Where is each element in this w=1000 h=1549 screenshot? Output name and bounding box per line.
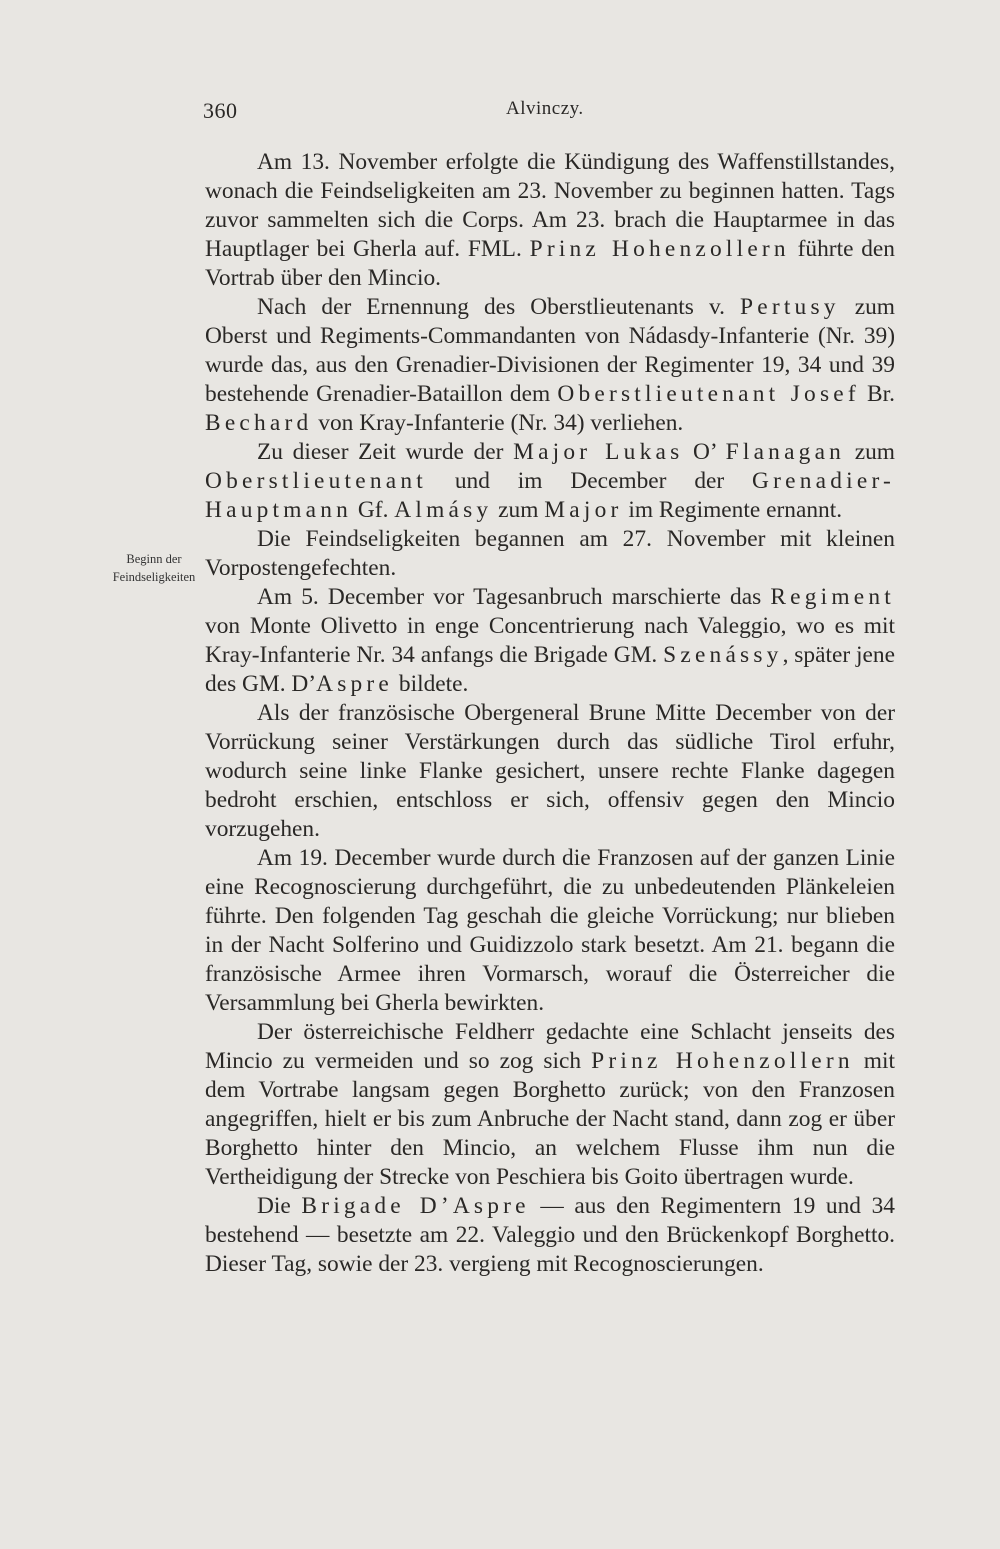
spaced-text: Oberstlieutenant Josef — [557, 381, 860, 407]
paragraph — [205, 844, 895, 1018]
text-run: , später jene des GM. D’ — [205, 642, 895, 697]
text-run: Die — [257, 1193, 302, 1219]
spaced-text: Grenadier-Hauptmann — [205, 468, 895, 523]
text-run: Zu dieser Zeit wurde der — [257, 439, 514, 465]
spaced-text: Prinz Hohenzollern — [529, 236, 790, 262]
marginal-note-line: Beginn der — [126, 552, 182, 566]
paragraph — [205, 583, 895, 699]
text-run: und im December der — [426, 468, 753, 494]
spaced-text: Major — [544, 497, 623, 523]
text-run: bildete. — [393, 671, 469, 697]
text-run: zum Oberst und Regiments-Commandanten von Nádasdy-Infanterie (Nr. 39) wurde das, aus den Grenadier-Divisionen der Regimenter 19, 34 und 39 bestehende Grenadier-Bataillon dem — [205, 294, 896, 407]
text-run: Am 19. December wurde durch die Franzosen auf der ganzen Linie eine Recognoscierung durchgeführt, die zu unbedeutenden Plänkeleien führte. Den folgenden Tag geschah die gleiche Vorrückung; nur blieben in der Nacht Solferino und Guidizzolo stark besetzt. Am 21. begann die französische Armee ihren Vormarsch, worauf die Österreicher die Versammlung bei Gherla bewirkten. — [205, 845, 895, 1016]
page-number: 360 — [203, 98, 238, 123]
text-run: Die Feindseligkeiten begannen am 27. November mit kleinen Vorpostengefechten. — [205, 526, 895, 581]
text-run: Gf. — [352, 497, 395, 523]
paragraph — [205, 148, 895, 293]
text-run: von Kray-Infanterie (Nr. 34) verliehen. — [312, 410, 684, 436]
text-run: Br. — [859, 381, 895, 407]
text-run: zum — [845, 439, 895, 465]
spaced-text: Bechard — [205, 410, 313, 436]
spaced-text: Prinz Hohenzollern — [591, 1048, 854, 1074]
paragraph — [205, 699, 895, 844]
paragraph — [205, 438, 895, 525]
text-run: Nach der Ernennung des Oberstlieutenants v. — [257, 294, 741, 320]
text-run: Am 13. November erfolgte die Kündigung des Waffenstillstandes, wonach die Feindseligkeiten am 23. November zu beginnen hatten. Tags zuvor sammelten sich die Corps. Am 23. brach die Hauptarmee in das Hauptlager bei Gherla auf. FML. — [205, 149, 895, 262]
spaced-text: Almásy — [394, 497, 493, 523]
paragraph — [205, 1018, 895, 1192]
text-run: Als der französische Obergeneral Brune Mitte December von der Vorrückung seiner Verstärkungen durch das südliche Tirol erfuhr, wodurch seine linke Flanke gesichert, unsere rechte Flanke dagegen bedroht erschien, entschloss er sich, offensiv gegen den Mincio vorzugehen. — [205, 700, 895, 842]
running-head — [203, 98, 893, 128]
paragraph — [205, 525, 895, 583]
marginal-note — [96, 550, 212, 586]
paragraph — [205, 293, 895, 438]
marginal-note-line: Feindseligkeiten — [112, 570, 196, 584]
text-run: von Monte Olivetto in enge Concentrierung nach Valeggio, wo es mit Kray-Infanterie Nr. 34 anfangs die Brigade GM. — [205, 613, 895, 668]
spaced-text: Regiment — [770, 584, 895, 610]
spaced-text: Aspre — [316, 671, 394, 697]
paragraph — [205, 1192, 895, 1279]
running-title: Alvinczy. — [506, 98, 584, 119]
spaced-text: Oberstlieutenant — [205, 468, 427, 494]
spaced-text: Pertusy — [740, 294, 840, 320]
text-run: im Regimente ernannt. — [622, 497, 843, 523]
spaced-text: Szenássy — [663, 642, 783, 668]
text-run: zum — [492, 497, 545, 523]
body-text — [205, 148, 895, 1279]
text-run: — aus den Regimentern 19 und 34 bestehend — besetzte am 22. Valeggio und den Brückenkopf Borghetto. Dieser Tag, sowie der 23. vergieng mit Recognoscierungen. — [205, 1193, 895, 1277]
text-run: führte den Vortrab über den Mincio. — [205, 236, 896, 291]
spaced-text: Brigade D’Aspre — [301, 1193, 530, 1219]
spaced-text: Major Lukas — [513, 439, 684, 465]
text-run: Der österreichische Feldherr gedachte eine Schlacht jenseits des Mincio zu vermeiden und so zog sich — [205, 1019, 895, 1074]
spaced-text: Flanagan — [725, 439, 846, 465]
text-run: O’ — [683, 439, 726, 465]
text-run: Am 5. December vor Tagesanbruch marschierte das — [257, 584, 771, 610]
text-run: mit dem Vortrabe langsam gegen Borghetto zurück; von den Franzosen angegriffen, hielt er bis zum Anbruche der Nacht stand, dann zog er über Borghetto hinter den Mincio, an welchem Flusse ihm nun die Vertheidigung der Strecke von Peschiera bis Goito übertragen wurde. — [205, 1048, 895, 1190]
